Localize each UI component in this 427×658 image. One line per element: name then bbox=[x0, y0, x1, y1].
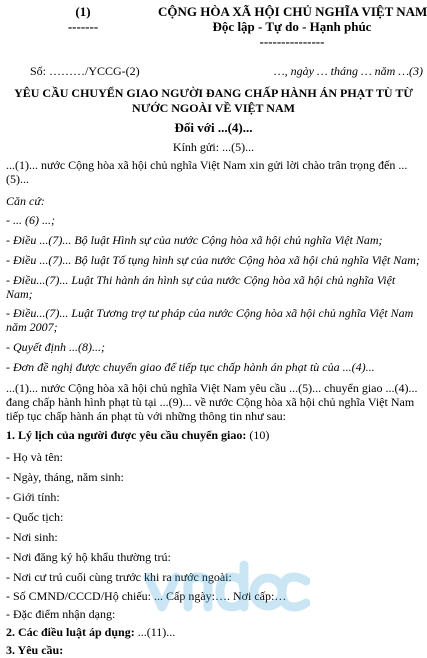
request-paragraph: ...(1)... nước Cộng hòa xã hội chủ nghĩa Việt Nam yêu cầu ...(5)... chuyển giao ...(4)... đang chấp hành hình phạt tù tại ...(9)... về nước Cộng hòa xã hội chủ nghĩa Việt Nam tiếp tục chấp hành án phạt tù với những thông tin như sau: bbox=[6, 381, 418, 423]
section-1-heading bbox=[6, 428, 269, 442]
legal-basis-item: - ... (6) ...; bbox=[6, 213, 55, 227]
recipient-line: Kính gửi: ...(5)... bbox=[172, 140, 255, 154]
field-identifying-features: - Đặc điểm nhận dạng: bbox=[6, 607, 116, 621]
document-number: Số: ………/YCCG-(2) bbox=[30, 64, 140, 78]
field-gender: - Giới tính: bbox=[6, 490, 60, 504]
field-nationality: - Quốc tịch: bbox=[6, 510, 64, 524]
issuer-code: (1) bbox=[75, 4, 91, 19]
field-full-name: - Họ và tên: bbox=[6, 450, 63, 464]
field-last-residence: - Nơi cư trú cuối cùng trước khi ra nước ngoài: bbox=[6, 570, 232, 584]
section-2-title: 2. Các điều luật áp dụng: bbox=[6, 625, 135, 639]
legal-basis-item: - Điều ...(7)... Bộ luật Tố tụng hình sự của nước Cộng hòa xã hội chủ nghĩa Việt Nam; bbox=[6, 253, 420, 267]
document-title-line1: YÊU CẦU CHUYỂN GIAO NGƯỜI ĐANG CHẤP HÀNH ÁN PHẠT TÙ TỪ bbox=[14, 86, 413, 100]
section-3-heading: 3. Yêu cầu: bbox=[6, 643, 64, 657]
document-date: …, ngày … tháng … năm …(3) bbox=[274, 64, 423, 78]
field-place-of-birth: - Nơi sinh: bbox=[6, 530, 58, 544]
section-2-heading bbox=[6, 625, 175, 639]
field-id-number: - Số CMND/CCCD/Hộ chiếu: ... Cấp ngày:…. Nơi cấp:… bbox=[6, 589, 287, 603]
motto-divider: --------------- bbox=[259, 34, 325, 49]
legal-basis-item: - Điều ...(7)... Bộ luật Hình sự của nước Cộng hòa xã hội chủ nghĩa Việt Nam; bbox=[6, 233, 383, 247]
issuer-divider: ------- bbox=[67, 19, 99, 34]
legal-basis-heading: Căn cứ: bbox=[6, 194, 45, 208]
legal-basis-item: - Điều...(7)... Luật Thi hành án hình sự của nước Cộng hòa xã hội chủ nghĩa Việt Nam; bbox=[6, 273, 396, 301]
legal-basis-item: - Đơn đề nghị được chuyển giao để tiếp tục chấp hành án phạt tù của ...(4)... bbox=[6, 360, 375, 374]
section-1-title: 1. Lý lịch của người được yêu cầu chuyển giao: bbox=[6, 428, 247, 442]
field-permanent-residence: - Nơi đăng ký hộ khẩu thường trú: bbox=[6, 550, 171, 564]
section-2-note: ...(11)... bbox=[134, 625, 176, 639]
field-date-of-birth: - Ngày, tháng, năm sinh: bbox=[6, 470, 124, 484]
section-1-note: (10) bbox=[246, 428, 270, 442]
document-subject: Đối với ...(4)... bbox=[174, 120, 253, 135]
document-title-line2: NƯỚC NGOÀI VỀ VIỆT NAM bbox=[132, 101, 295, 115]
greeting-paragraph: ...(1)... nước Cộng hòa xã hội chủ nghĩa Việt Nam xin gửi lời chào trân trọng đến ...(5)... bbox=[6, 158, 408, 186]
national-motto: Độc lập - Tự do - Hạnh phúc bbox=[212, 19, 372, 34]
legal-basis-item: - Điều...(7)... Luật Tương trợ tư pháp của nước Cộng hòa xã hội chủ nghĩa Việt Nam năm 2007; bbox=[6, 306, 414, 334]
republic-name: CỘNG HÒA XÃ HỘI CHỦ NGHĨA VIỆT NAM bbox=[158, 4, 427, 19]
legal-basis-item: - Quyết định ...(8)...; bbox=[6, 340, 105, 354]
